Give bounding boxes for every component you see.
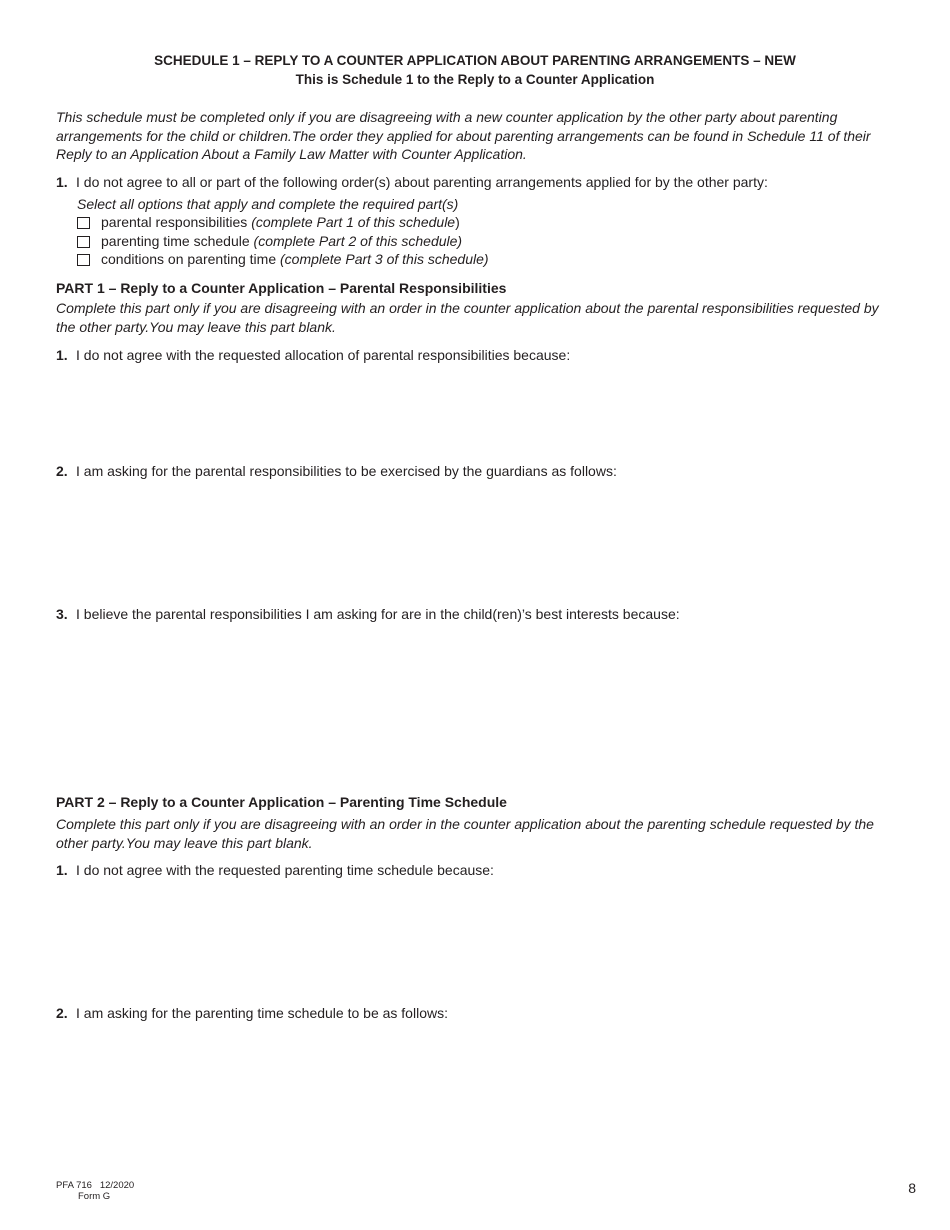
question-number: 3. <box>56 606 68 622</box>
checkbox[interactable] <box>77 217 90 229</box>
part2-note: Complete this part only if you are disagreeing with an order in the counter application about the parenting schedule requested by the other party.You may leave this part blank. <box>56 816 874 851</box>
question-text: I do not agree with the requested parenting time schedule because: <box>76 862 494 878</box>
question-text: I am asking for the parental responsibilities to be exercised by the guardians as follows: <box>76 463 617 479</box>
option-conditions-on-parenting-time[interactable] <box>77 251 489 267</box>
part1-question-2 <box>56 463 617 479</box>
option-label: parental responsibilities <box>101 214 252 230</box>
checkbox[interactable] <box>77 236 90 248</box>
answer-area[interactable] <box>56 1026 896 1166</box>
checkbox[interactable] <box>77 254 90 266</box>
question-text: I am asking for the parenting time schedule to be as follows: <box>76 1005 448 1021</box>
option-note: (complete Part 2 of this schedule) <box>253 233 463 249</box>
page-number: 8 <box>908 1180 916 1196</box>
select-instruction: Select all options that apply and complete the required part(s) <box>77 196 459 212</box>
answer-area[interactable] <box>56 484 896 599</box>
option-close: ) <box>455 214 460 230</box>
option-parental-responsibilities[interactable] <box>77 214 460 230</box>
intro-paragraph: This schedule must be completed only if you are disagreeing with a new counter application by the other party about parenting arrangements for the child or children.The order they applied for about parenting arrangements can be found in Schedule 11 of their Reply to an Application About a Family Law Matter with Counter Application. <box>56 109 871 162</box>
option-label: parenting time schedule <box>101 233 254 249</box>
question-text: I do not agree with the requested allocation of parental responsibilities because: <box>76 347 571 363</box>
question-number: 1. <box>56 862 68 878</box>
question-number: 2. <box>56 463 68 479</box>
main-question <box>56 174 768 190</box>
part1-question-3 <box>56 606 680 622</box>
schedule-title: SCHEDULE 1 – REPLY TO A COUNTER APPLICATION ABOUT PARENTING ARRANGEMENTS – NEW <box>154 53 796 68</box>
answer-area[interactable] <box>56 883 896 998</box>
part1-heading: PART 1 – Reply to a Counter Application – Parental Responsibilities <box>56 280 507 296</box>
part1-question-1 <box>56 347 570 363</box>
part2-question-1 <box>56 862 494 878</box>
answer-area[interactable] <box>56 627 896 787</box>
option-note: (complete Part 1 of this schedule <box>251 214 456 230</box>
question-text: I believe the parental responsibilities I am asking for are in the child(ren)’s best interests because: <box>76 606 680 622</box>
schedule-subtitle: This is Schedule 1 to the Reply to a Counter Application <box>295 72 655 87</box>
part2-heading: PART 2 – Reply to a Counter Application – Parenting Time Schedule <box>56 794 507 810</box>
form-code: PFA 716 12/2020 <box>56 1180 135 1191</box>
part1-note: Complete this part only if you are disagreeing with an order in the counter application about the parental responsibilities requested by the other party.You may leave this part blank. <box>56 300 879 335</box>
question-number: 1. <box>56 347 68 363</box>
question-text: I do not agree to all or part of the following order(s) about parenting arrangements applied for by the other party: <box>76 174 768 190</box>
option-parenting-time-schedule[interactable] <box>77 233 462 249</box>
form-name: Form G <box>78 1191 111 1202</box>
part2-question-2 <box>56 1005 448 1021</box>
option-label: conditions on parenting time <box>101 251 280 267</box>
question-number: 1. <box>56 174 68 190</box>
question-number: 2. <box>56 1005 68 1021</box>
option-note: (complete Part 3 of this schedule) <box>280 251 489 267</box>
answer-area[interactable] <box>56 368 896 458</box>
